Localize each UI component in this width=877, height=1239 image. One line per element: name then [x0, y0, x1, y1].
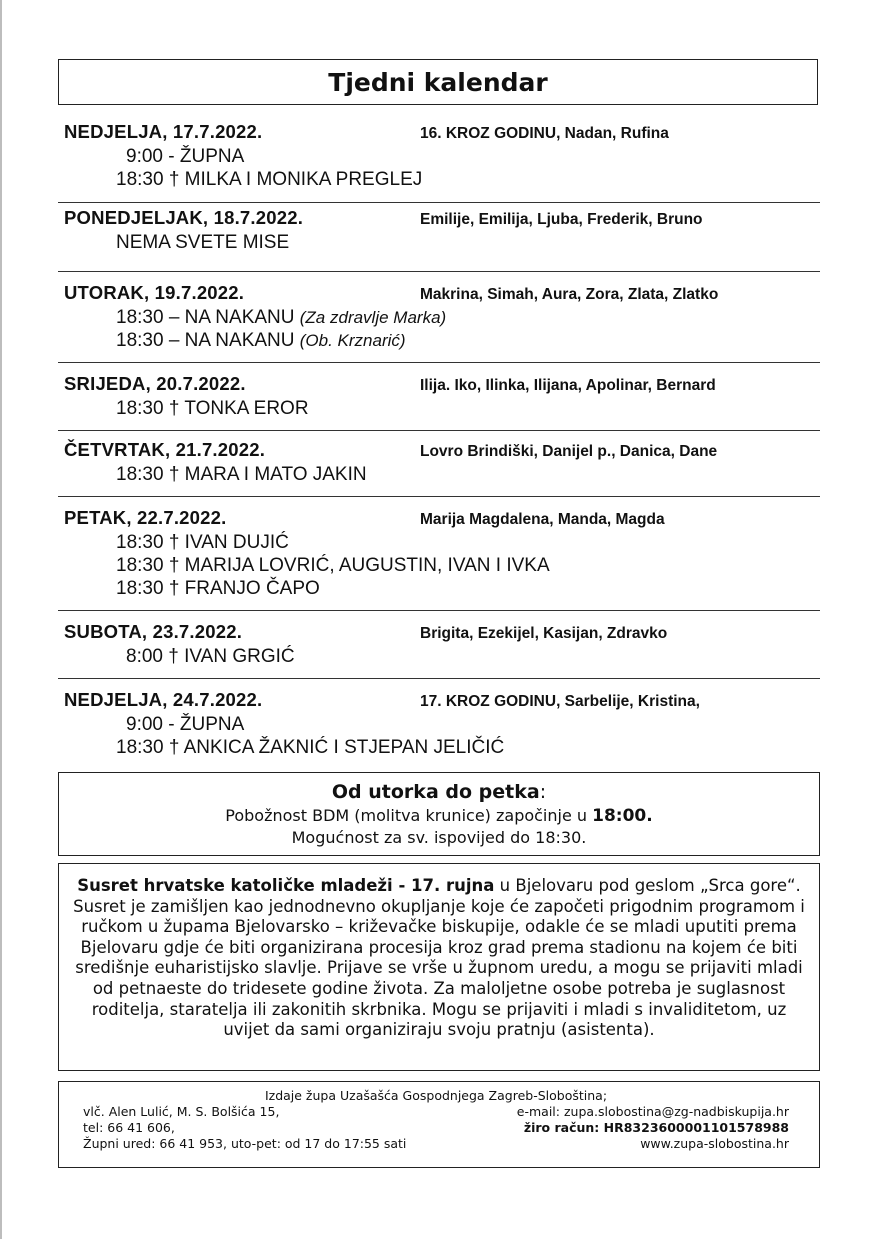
day-entry — [58, 272, 820, 363]
day-date: NEDJELJA, 17.7.2022. — [64, 121, 263, 142]
day-entry — [58, 363, 820, 431]
mass-entry: 18:30 † IVAN DUJIĆ — [116, 532, 289, 553]
day-saints: 16. KROZ GODINU, Nadan, Rufina — [420, 125, 669, 142]
mass-entry: 18:30 † ANKICA ŽAKNIĆ I STJEPAN JELIČIĆ — [116, 737, 505, 758]
day-saints: Emilije, Emilija, Ljuba, Frederik, Bruno — [420, 211, 703, 228]
day-entry — [58, 117, 820, 203]
publisher: Izdaje župa Uzašašća Gospodnjega Zagreb-Sloboština; — [264, 1088, 608, 1103]
day-saints: Marija Magdalena, Manda, Magda — [420, 511, 665, 528]
devotion-notice — [58, 772, 820, 856]
page-edge — [0, 0, 2, 1239]
footer-info — [58, 1081, 820, 1168]
office-hours: Župni ured: 66 41 953, uto-pet: od 17 do 17:55 sati — [83, 1136, 407, 1151]
mass-entry: 18:30 – NA NAKANU (Za zdravlje Marka) — [116, 307, 447, 328]
mass-entry: 18:30 † FRANJO ČAPO — [116, 578, 320, 599]
day-entry — [58, 497, 820, 611]
mass-note: (Ob. Krznarić) — [299, 331, 406, 350]
bank-account: žiro račun: HR8323600001101578988 — [523, 1120, 789, 1135]
mass-entry: 18:30 † MARA I MATO JAKIN — [116, 464, 367, 485]
mass-entry: NEMA SVETE MISE — [116, 232, 290, 253]
mass-entry: 18:30 † MARIJA LOVRIĆ, AUGUSTIN, IVAN I IVKA — [116, 555, 550, 576]
day-date: PONEDJELJAK, 18.7.2022. — [64, 207, 304, 228]
mass-entry: 9:00 - ŽUPNA — [126, 146, 245, 167]
priest-address: vlč. Alen Lulić, M. S. Bolšića 15, — [83, 1104, 280, 1119]
day-entry — [58, 203, 820, 272]
day-saints: Makrina, Simah, Aura, Zora, Zlata, Zlatko — [420, 286, 719, 303]
day-date: SUBOTA, 23.7.2022. — [64, 621, 243, 642]
email[interactable]: e-mail: zupa.slobostina@zg-nadbiskupija.hr — [516, 1104, 789, 1119]
day-saints: Lovro Brindiški, Danijel p., Danica, Dane — [420, 443, 718, 460]
day-entry — [58, 611, 820, 679]
mass-entry: 9:00 - ŽUPNA — [126, 714, 245, 735]
day-saints: Brigita, Ezekijel, Kasijan, Zdravko — [420, 625, 668, 642]
youth-body: u Bjelovaru pod geslom „Srca gore“. Susret je zamišljen kao jednodnevno okupljanje koje će započeti prigodnim programom i ručkom u župama Bjelovarsko – križevačke biskupije, odakle će se mladi uputiti prema Bjelovaru gdje će biti organizirana procesija kroz grad prema stadionu na kojem će biti središnje euharistijsko slavlje. Prijave se vrše u župnom uredu, a mogu se prijaviti mladi od petnaeste do tridesete godine života. Za maloljetne osobe potreba je suglasnost roditelja, staratelja ili zakonitih skrbnika. Mogu se prijaviti i mladi s invaliditetom, uz uvijet da sami organiziraju svoju pratnju (asistenta). — [73, 876, 805, 1040]
mass-entry: 8:00 † IVAN GRGIĆ — [126, 646, 295, 667]
day-date: SRIJEDA, 20.7.2022. — [64, 373, 246, 394]
youth-headline: Susret hrvatske katoličke mladeži - 17. rujna — [77, 876, 495, 895]
mass-entry: 18:30 † MILKA I MONIKA PREGLEJ — [116, 169, 423, 190]
day-saints: 17. KROZ GODINU, Sarbelije, Kristina, — [420, 693, 700, 710]
day-date: PETAK, 22.7.2022. — [64, 507, 227, 528]
day-date: NEDJELJA, 24.7.2022. — [64, 689, 263, 710]
mass-entry: 18:30 – NA NAKANU (Ob. Krznarić) — [116, 330, 406, 351]
day-saints: Ilija. Iko, Ilinka, Ilijana, Apolinar, Bernard — [420, 377, 716, 394]
mass-entry: 18:30 † TONKA EROR — [116, 398, 309, 419]
mass-note: (Za zdravlje Marka) — [299, 308, 447, 327]
youth-meeting-notice — [58, 863, 820, 1071]
youth-text — [69, 876, 809, 1041]
devotion-title: Od utorka do petka: — [331, 781, 547, 803]
confession-line: Mogućnost za sv. ispovijed do 18:30. — [291, 828, 587, 847]
devotion-line: Pobožnost BDM (molitva krunice) započinje u 18:00. — [225, 806, 653, 826]
day-entry — [58, 431, 820, 497]
page-title: Tjedni kalendar — [58, 59, 818, 105]
phone: tel: 66 41 606, — [83, 1120, 175, 1135]
day-entry — [58, 679, 820, 767]
website[interactable]: www.zupa-slobostina.hr — [640, 1136, 789, 1151]
day-date: ČETVRTAK, 21.7.2022. — [64, 439, 266, 460]
day-date: UTORAK, 19.7.2022. — [64, 282, 245, 303]
weekly-calendar — [58, 117, 820, 767]
